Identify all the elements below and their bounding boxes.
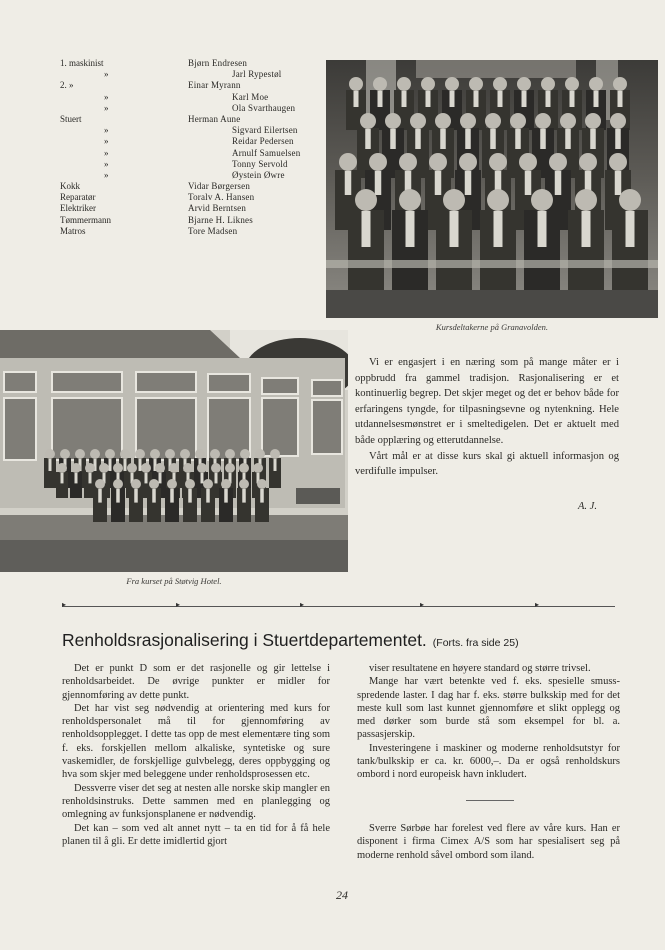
roster-name: Vidar Børgersen [188, 181, 251, 192]
intro-text [355, 355, 619, 480]
roster-row [60, 159, 320, 170]
roster-role: » [104, 102, 109, 113]
roster-name: Bjarne H. Liknes [188, 214, 253, 225]
roster-name: Tonny Servold [232, 158, 288, 169]
roster-role: Matros [60, 225, 86, 236]
roster-name: Tore Madsen [188, 225, 238, 236]
roster-role: 1. maskinist [60, 58, 104, 68]
roster-row [60, 69, 320, 80]
paragraph: Vårt mål er at disse kurs skal gi aktuell informasjon og verdifulle impulser. [355, 450, 619, 478]
roster-row [60, 103, 320, 114]
roster-row [60, 114, 320, 125]
roster-role: » [104, 69, 109, 80]
article-column-right [357, 662, 620, 782]
paragraph: Mange har vært betenkte ved f. eks. spesielle smuss-spredende laster. I dag har f. eks. større bulkskip med for det meste kull som last kunnet gjennomføre et slikt opplegg og med dørker som burde stå som eksempel for bl. a. passasjerskip. [357, 676, 620, 741]
roster-row [60, 80, 320, 91]
roster-row [60, 148, 320, 159]
roster-name: Herman Aune [188, 113, 241, 124]
roster-name: Jarl Rypestøl [232, 69, 282, 80]
roster-name: Arnulf Samuelsen [232, 147, 301, 158]
roster-row [60, 192, 320, 203]
roster-role: » [104, 136, 109, 147]
article-title: Renholdsrasjonalisering i Stuertdepartementet. [62, 630, 427, 650]
roster-row [60, 170, 320, 181]
paragraph: viser resultatene en høyere standard og større trivsel. [369, 663, 591, 674]
top-photo-caption: Kursdeltakerne på Granavolden. [435, 322, 549, 332]
group-photo-granavolden [326, 60, 658, 318]
divider-bullet-icon: ▸ [176, 600, 181, 609]
roster-role: Stuert [60, 113, 82, 124]
roster-name: Sigvard Eilertsen [232, 125, 298, 136]
roster-name: Toralv A. Hansen [188, 192, 255, 203]
roster-role: Reparatør [60, 192, 96, 203]
paragraph: Det kan – som ved alt annet nytt – ta en tid for å få hele planen til å gli. Er dette imidlertid gjort [62, 822, 330, 847]
roster-role: 2. » [60, 80, 74, 91]
roster-role: Elektriker [60, 203, 96, 214]
roster-row [60, 226, 320, 237]
roster-row [60, 92, 320, 103]
roster-row [60, 215, 320, 226]
roster-row [60, 58, 320, 69]
roster-role: » [104, 158, 109, 169]
roster-role: » [104, 147, 109, 158]
roster-name: Karl Moe [232, 91, 269, 102]
column-rule [466, 800, 514, 801]
paragraph: Det har vist seg nødvendig at orientering med kurs for renholdspersonalet må til for gjennomføring av renholdsopplegget. I dette tas opp de mest elementære ting som f. eks. forskjellen mellom alkaliske, syntetiske og sure vaskemidler, de forskjellige gulvbelegg, deres oppbygging og hva som skjer med beleggene under renholdsprosessen etc. [62, 702, 330, 781]
roster-name: Øystein Øwre [232, 169, 285, 180]
paragraph: Vi er engasjert i en næring som på mange måter er i oppbrudd fra gammel tradisjon. Rasjonalisering er et kontinuerlig begrep. Det skjer meget og det er behov både for erfaringens tyngde, for tilpasningsevne og nytenkning. Hele utdannelsesmønstret er i smeltedigelen. Det er aktuelt med både opplæring og etterutdannelse. [355, 357, 619, 446]
divider-bullet-icon: ▸ [535, 600, 540, 609]
photo-illustration [326, 60, 658, 318]
group-photo-stotvig-hotel [0, 330, 348, 572]
paragraph: Sverre Sørbøe har forelest ved flere av våre kurs. Han er disponent i firma Cimex A/S som har spesialisert seg på moderne renhold såvel ombord som iland. [357, 823, 620, 861]
article-column-left [62, 662, 330, 848]
paragraph: Dessverre viser det seg at nesten alle norske skip mangler en renholdsinstruks. Dette sammen med en planlegging og omlegning av funksjonsplanene er nødvendig. [62, 782, 330, 821]
roster-name: Ola Svarthaugen [232, 102, 296, 113]
crew-roster [60, 58, 320, 237]
paragraph: Investeringene i maskiner og moderne renholdsutstyr for tank/bulkskip er ca. kr. 6000,–. Da er også renholdskurs ombord i nord europeisk havn inkludert. [357, 742, 620, 781]
roster-row [60, 136, 320, 147]
roster-name: Reidar Pedersen [232, 136, 294, 147]
roster-row [60, 203, 320, 214]
article-continuation: (Forts. fra side 25) [432, 637, 519, 649]
section-divider [62, 606, 615, 607]
intro-signature: A. J. [578, 501, 597, 512]
divider-bullet-icon: ▸ [62, 600, 67, 609]
roster-role: Tømmermann [60, 214, 111, 225]
photo-illustration-hotel [0, 330, 348, 572]
roster-name: Bjørn Endresen [188, 58, 248, 68]
roster-role: » [104, 91, 109, 102]
roster-role: Kokk [60, 181, 80, 192]
roster-name: Einar Myrann [188, 80, 241, 91]
divider-bullet-icon: ▸ [420, 600, 425, 609]
paragraph: Det er punkt D som er det rasjonelle og gir lettelse i renholdsarbeidet. De øvrige punkter er midler for gjennomføring av dette punkt. [62, 663, 330, 701]
roster-row [60, 125, 320, 136]
roster-role: » [104, 125, 109, 136]
page-number: 24 [336, 888, 348, 902]
author-bio [357, 822, 620, 862]
roster-name: Arvid Berntsen [188, 203, 247, 214]
roster-row [60, 181, 320, 192]
bottom-photo-caption: Fra kurset på Støtvig Hotel. [126, 576, 222, 586]
divider-bullet-icon: ▸ [300, 600, 305, 609]
roster-role: » [104, 169, 109, 180]
article-headline [62, 630, 519, 651]
